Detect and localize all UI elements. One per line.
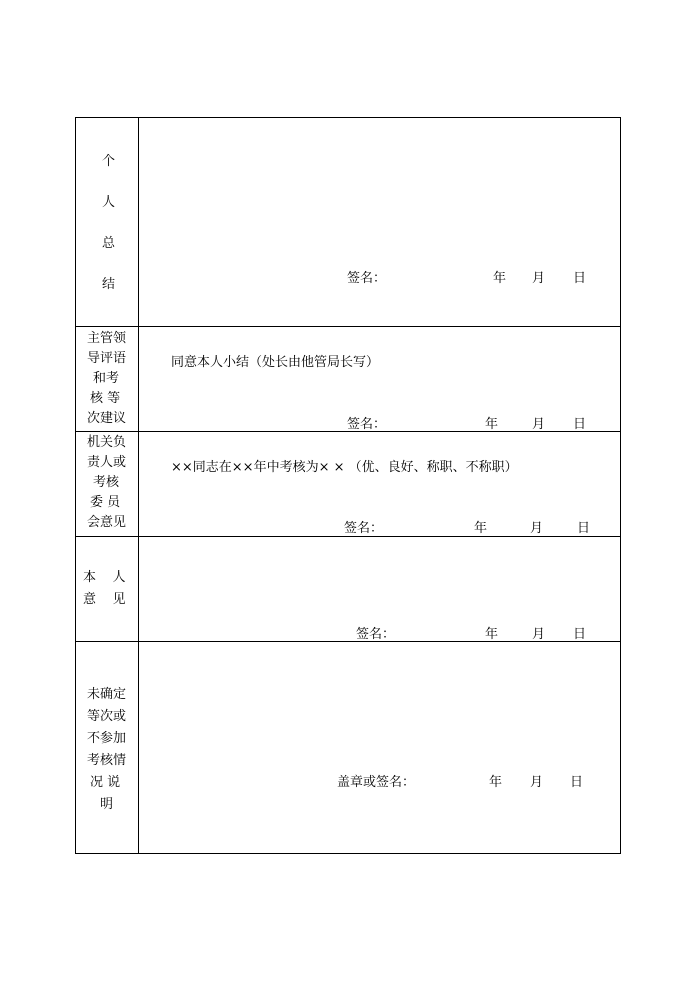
row-label-line: 等次或 (87, 709, 127, 724)
supervisor-comment-text: 同意本人小结（处长由他管局长写） (171, 355, 380, 370)
row-label-line: 人 (102, 195, 116, 210)
date-month: 月 (530, 775, 544, 790)
row-personal-summary (76, 118, 620, 327)
column-divider (138, 432, 139, 536)
signature-label: 签名： (356, 627, 396, 642)
row-undetermined-grade-explanation (76, 642, 620, 853)
date-year: 年 (485, 417, 499, 432)
row-label-line: 结 (102, 277, 116, 292)
row-label-line: 导评语 (87, 351, 127, 366)
row-committee-opinion (76, 432, 620, 537)
date-month: 月 (532, 627, 546, 642)
column-divider (138, 642, 139, 853)
row-label-line: 考核情 (87, 753, 127, 768)
row-label-line: 考核 (93, 475, 120, 490)
row-supervisor-comments (76, 327, 620, 432)
column-divider (138, 327, 139, 431)
row-label-line: 况 说 (90, 775, 121, 790)
date-day: 日 (570, 775, 584, 790)
row-label-line: 核 等 (90, 391, 121, 406)
row-label-line: 个 (102, 154, 116, 169)
column-divider (138, 118, 139, 326)
date-day: 日 (573, 417, 587, 432)
appraisal-result-text: ××同志在××年中考核为× × （优、良好、称职、不称职） (171, 460, 518, 475)
row-label-line: 机关负 (87, 435, 127, 450)
row-label-line: 本 人 (83, 570, 126, 585)
date-year: 年 (493, 271, 507, 286)
date-day: 日 (573, 627, 587, 642)
row-label-line: 次建议 (87, 411, 127, 426)
row-label-line: 意 见 (83, 592, 126, 607)
date-month: 月 (530, 521, 544, 536)
date-day: 日 (573, 271, 587, 286)
date-year: 年 (474, 521, 488, 536)
date-year: 年 (489, 775, 503, 790)
column-divider (138, 537, 139, 641)
date-year: 年 (485, 627, 499, 642)
appraisal-form-table (75, 117, 621, 854)
signature-label: 签名： (347, 417, 387, 432)
row-label-line: 不参加 (87, 731, 127, 746)
date-day: 日 (577, 521, 591, 536)
row-label-line: 会意见 (87, 515, 127, 530)
signature-label: 签名： (347, 271, 387, 286)
row-label-line: 和考 (93, 371, 120, 386)
signature-label: 签名： (344, 521, 384, 536)
date-month: 月 (532, 271, 546, 286)
row-label-line: 未确定 (87, 687, 127, 702)
row-label-line: 委 员 (90, 495, 121, 510)
row-label-line: 责人或 (87, 455, 127, 470)
row-label-line: 总 (102, 236, 116, 251)
row-label-line: 明 (100, 797, 114, 812)
row-personal-opinion (76, 537, 620, 642)
seal-or-signature-label: 盖章或签名： (337, 775, 416, 790)
date-month: 月 (532, 417, 546, 432)
row-label-line: 主管领 (87, 331, 127, 346)
